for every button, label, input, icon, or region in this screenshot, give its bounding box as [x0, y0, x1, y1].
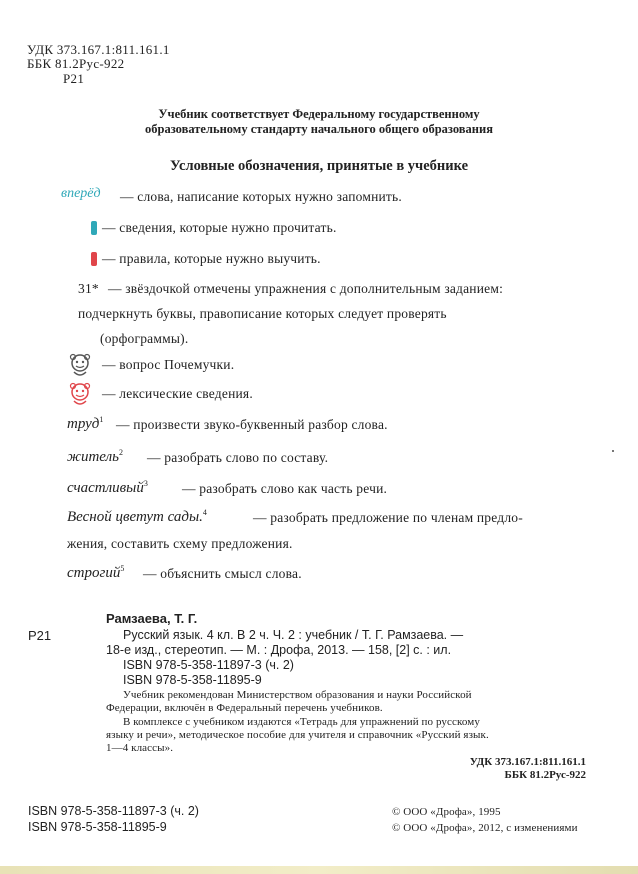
- trud-word: труд: [67, 416, 100, 432]
- biblio-bbk: ББК 81.2Рус-922: [504, 769, 586, 781]
- vesnoy-sentence: Весной цветут сады.: [67, 509, 203, 525]
- strogy-example: [67, 564, 124, 582]
- biblio-author: Рамзаева, Т. Г.: [106, 611, 198, 626]
- strogy-sup: 5: [120, 564, 125, 573]
- vpered-example: вперёд: [61, 186, 101, 201]
- star-exercise-mark: 31*: [78, 281, 99, 296]
- biblio-note5: 1—4 классы».: [106, 742, 174, 754]
- udk-code: УДК 373.167.1:811.161.1: [27, 42, 170, 57]
- footer-copyright1: © ООО «Дрофа», 1995: [392, 806, 501, 818]
- pochemuchka-description: — вопрос Почемучки.: [102, 357, 235, 372]
- star-description-line1: — звёздочкой отмечены упражнения с дополнительным заданием:: [108, 281, 504, 296]
- trud-example: [67, 415, 103, 433]
- vesnoy-description-line2: жения, составить схему предложения.: [67, 536, 293, 551]
- bbk-code: ББК 81.2Рус-922: [27, 56, 125, 71]
- zhitel-description: — разобрать слово по составу.: [147, 450, 329, 465]
- teal-bookmark-icon: [91, 221, 97, 235]
- red-bookmark-icon: [91, 252, 97, 266]
- schastlivy-sup: 3: [143, 479, 148, 488]
- legend-title: Условные обозначения, принятые в учебнике: [169, 158, 469, 174]
- catalog-code: Р21: [63, 71, 85, 86]
- schastlivy-word: счастливый: [67, 480, 144, 496]
- vesnoy-example: [67, 508, 207, 526]
- strogy-description: — объяснить смысл слова.: [143, 566, 302, 581]
- footer-isbn1: ISBN 978-5-358-11897-3 (ч. 2): [28, 804, 199, 818]
- biblio-isbn1: ISBN 978-5-358-11897-3 (ч. 2): [123, 658, 294, 672]
- stray-dot: [612, 450, 614, 452]
- footer-copyright2: © ООО «Дрофа», 2012, с изменениями: [392, 822, 578, 834]
- standard-notice-line2: образовательному стандарту начального общего образования: [145, 122, 493, 136]
- zhitel-sup: 2: [118, 448, 123, 457]
- biblio-code: Р21: [28, 628, 52, 643]
- star-description-line3: (орфограммы).: [100, 331, 189, 346]
- lexical-description: — лексические сведения.: [102, 386, 253, 401]
- schastlivy-description: — разобрать слово как часть речи.: [182, 481, 388, 496]
- teal-description: — сведения, которые нужно прочитать.: [102, 220, 337, 235]
- vesnoy-description-line1: — разобрать предложение по членам предло-: [253, 510, 523, 525]
- zhitel-example: [67, 448, 123, 466]
- vpered-description: — слова, написание которых нужно запомнить.: [120, 189, 402, 204]
- vesnoy-sup: 4: [202, 508, 207, 517]
- strogy-word: строгий: [67, 565, 121, 581]
- biblio-line2: 18-е изд., стереотип. — М. : Дрофа, 2013. — 158, [2] с. : ил.: [106, 643, 452, 657]
- star-description-line2: подчеркнуть буквы, правописание которых следует проверять: [78, 306, 447, 321]
- lexical-icon: [66, 381, 94, 409]
- trud-sup: 1: [99, 415, 104, 424]
- page-bottom-edge: [0, 866, 638, 874]
- pochemuchka-icon: [66, 352, 94, 380]
- biblio-note4: языку и речи», методическое пособие для учителя и справочник «Русский язык.: [106, 729, 489, 741]
- standard-notice-line1: Учебник соответствует Федеральному государственному: [158, 107, 480, 121]
- biblio-line1: Русский язык. 4 кл. В 2 ч. Ч. 2 : учебник / Т. Г. Рамзаева. —: [123, 628, 464, 642]
- trud-description: — произвести звуко-буквенный разбор слова.: [116, 417, 388, 432]
- biblio-udk: УДК 373.167.1:811.161.1: [469, 756, 586, 768]
- zhitel-word: житель: [67, 449, 119, 465]
- biblio-isbn2: ISBN 978-5-358-11895-9: [123, 673, 262, 687]
- biblio-note1: Учебник рекомендован Министерством образования и науки Российской: [123, 689, 472, 701]
- schastlivy-example: [67, 479, 148, 497]
- biblio-note2: Федерации, включён в Федеральный перечень учебников.: [106, 702, 383, 714]
- red-description: — правила, которые нужно выучить.: [102, 251, 321, 266]
- footer-isbn2: ISBN 978-5-358-11895-9: [28, 820, 167, 834]
- biblio-note3: В комплексе с учебником издаются «Тетрадь для упражнений по русскому: [123, 716, 480, 728]
